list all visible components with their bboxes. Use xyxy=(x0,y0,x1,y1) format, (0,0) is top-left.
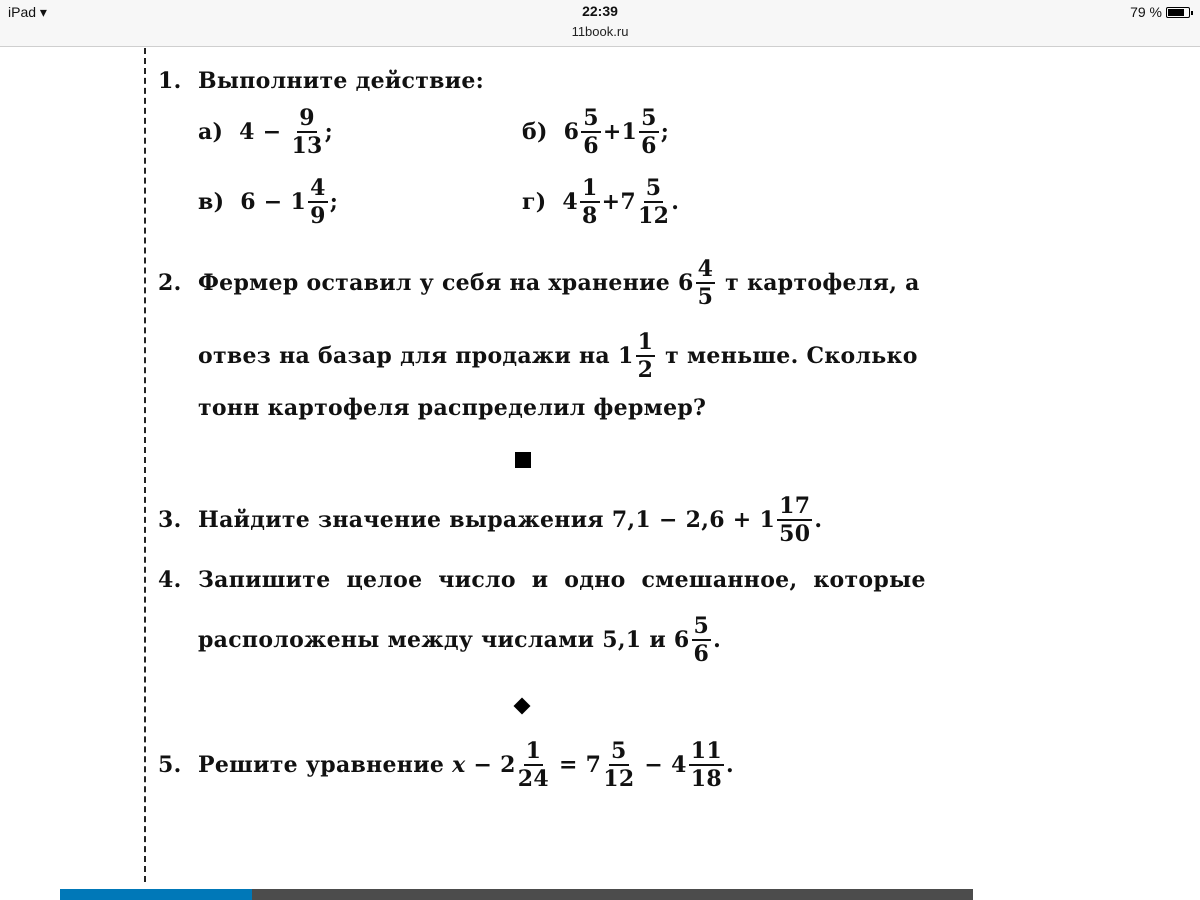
denominator: 13 xyxy=(291,133,323,159)
fraction xyxy=(689,738,724,792)
text-segment: г) 4 xyxy=(522,189,579,215)
numerator: 5 xyxy=(693,613,710,639)
diamond-marker-icon xyxy=(514,698,531,715)
fraction xyxy=(518,738,549,792)
text-segment: Решите уравнение xyxy=(198,752,453,778)
numerator: 5 xyxy=(611,738,627,764)
denominator: 12 xyxy=(603,766,635,792)
numerator: 17 xyxy=(779,493,811,519)
denominator: 6 xyxy=(693,641,710,667)
numerator: 5 xyxy=(645,175,662,201)
reading-progress-bar[interactable] xyxy=(60,889,973,900)
fraction xyxy=(603,738,634,792)
problem-number: 4. xyxy=(158,567,182,593)
fraction xyxy=(692,613,712,667)
text-segment: = 7 xyxy=(550,752,602,778)
text-segment: . xyxy=(713,627,722,653)
text-segment: т картофеля, а xyxy=(717,270,920,296)
problem-text-line xyxy=(198,395,706,421)
text-segment: ; xyxy=(324,119,334,145)
text-segment: . xyxy=(725,752,734,778)
denominator: 9 xyxy=(310,203,326,229)
text-segment: ; xyxy=(660,119,670,145)
fraction xyxy=(696,256,716,310)
problem-number: 1. xyxy=(158,68,182,94)
status-bar xyxy=(0,0,1200,47)
numerator: 5 xyxy=(583,105,599,131)
text-segment: расположены между числами 5,1 и 6 xyxy=(198,627,690,653)
numerator: 9 xyxy=(299,105,315,131)
text-segment: Запишите целое число и одно смешанное, которые xyxy=(198,567,926,593)
denominator: 24 xyxy=(517,766,549,792)
problem-text-line xyxy=(198,738,734,792)
problem-number: 3. xyxy=(158,507,182,533)
task-a xyxy=(198,105,333,159)
task-b xyxy=(522,105,669,159)
task-g xyxy=(522,175,679,229)
problem-number: 5. xyxy=(158,752,182,778)
device-name: iPad xyxy=(8,4,37,20)
problem-text-line xyxy=(198,613,721,667)
text-segment: т меньше. Сколько xyxy=(657,343,918,369)
fraction xyxy=(639,105,659,159)
fraction xyxy=(580,175,600,229)
problem-number: 2. xyxy=(158,270,182,296)
square-marker-icon xyxy=(515,452,531,468)
dashed-margin-line xyxy=(144,48,146,882)
problem-text-line xyxy=(198,256,920,310)
problem-title: Выполните действие: xyxy=(198,68,485,94)
text-segment: . xyxy=(671,189,680,215)
numerator: 1 xyxy=(525,738,542,764)
denominator: 8 xyxy=(582,203,598,229)
text-segment: +7 xyxy=(601,189,636,215)
text-segment: а) 4 − xyxy=(198,119,290,145)
progress-fill xyxy=(60,889,252,900)
problem-text-line xyxy=(198,567,926,593)
text-segment: тонн картофеля распределил фермер? xyxy=(198,395,707,421)
fraction xyxy=(308,175,328,229)
text-segment: б) 6 xyxy=(522,119,580,145)
problem-text-line xyxy=(198,329,918,383)
denominator: 18 xyxy=(690,766,722,792)
numerator: 4 xyxy=(310,175,326,201)
denominator: 6 xyxy=(583,133,599,159)
text-segment: +1 xyxy=(602,119,638,145)
clock: 22:39 xyxy=(582,3,618,19)
numerator: 1 xyxy=(582,175,598,201)
task-v xyxy=(198,175,338,229)
denominator: 5 xyxy=(697,284,714,310)
text-segment: Найдите значение выражения 7,1 − 2,6 + 1 xyxy=(198,507,776,533)
text-segment: ; xyxy=(329,189,339,215)
fraction xyxy=(638,175,669,229)
problem-text-line xyxy=(198,493,822,547)
text-segment: Фермер оставил у себя на хранение 6 xyxy=(198,270,694,296)
text-segment: в) 6 − 1 xyxy=(198,189,307,215)
battery-icon xyxy=(1166,7,1190,18)
fraction xyxy=(291,105,322,159)
fraction xyxy=(581,105,601,159)
fraction xyxy=(777,493,812,547)
denominator: 12 xyxy=(637,203,670,229)
numerator: 11 xyxy=(690,738,722,764)
variable: x xyxy=(452,752,466,778)
text-segment: отвез на базар для продажи на 1 xyxy=(198,343,634,369)
text-segment: − 4 xyxy=(636,752,687,778)
denominator: 6 xyxy=(641,133,657,159)
text-segment: . xyxy=(814,507,823,533)
text-segment: − 2 xyxy=(465,752,516,778)
numerator: 5 xyxy=(641,105,657,131)
numerator: 1 xyxy=(637,329,654,355)
address-url[interactable]: 11book.ru xyxy=(571,24,629,39)
battery-status xyxy=(1130,4,1190,20)
denominator: 2 xyxy=(637,357,654,383)
denominator: 50 xyxy=(779,521,811,547)
fraction xyxy=(636,329,656,383)
numerator: 4 xyxy=(697,256,714,282)
battery-percent: 79 % xyxy=(1130,4,1162,20)
wifi-icon: ▾ xyxy=(39,4,47,20)
